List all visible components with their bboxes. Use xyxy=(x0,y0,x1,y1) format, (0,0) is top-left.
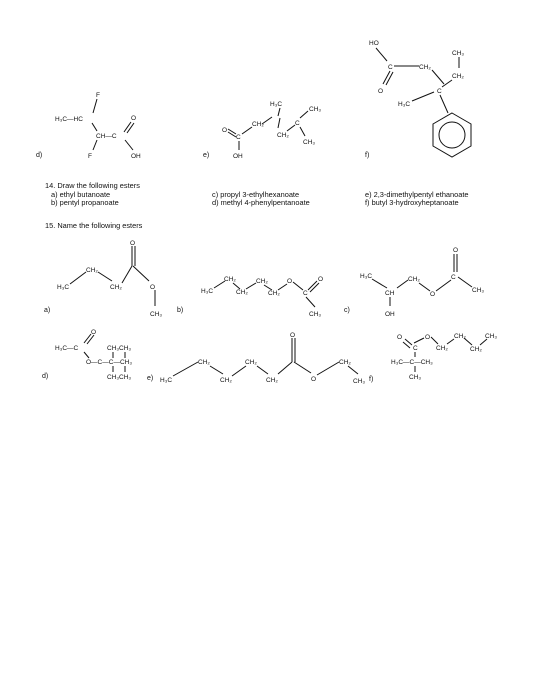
structure-15f xyxy=(391,333,497,381)
atom-label: CH₃ xyxy=(409,374,422,381)
atom-label: CH₂ xyxy=(224,276,236,283)
atom-label: C xyxy=(236,134,241,141)
atom-label: CH₂ xyxy=(110,284,122,291)
atom-label: O xyxy=(378,88,384,95)
question-14-title: 14. Draw the following esters xyxy=(45,181,140,190)
atom-label: OH xyxy=(385,311,395,318)
atom-label: C xyxy=(388,64,393,71)
label-15d: d) xyxy=(42,373,49,380)
structure-15a xyxy=(57,240,162,318)
atom-label: CH₃ xyxy=(353,378,366,385)
atom-label: CH₂ xyxy=(470,346,482,353)
structure-15b xyxy=(201,276,323,318)
atom-label: C xyxy=(303,290,308,297)
atom-label: CH₂ xyxy=(419,64,431,71)
atom-label: O xyxy=(290,332,296,339)
atom-label: CH₂ xyxy=(86,267,98,274)
atom-label: C xyxy=(437,88,442,95)
atom-label: H₃C xyxy=(57,284,70,291)
atom-label: O xyxy=(150,284,156,291)
atom-label: CH₂ xyxy=(198,359,210,366)
atom-label: O xyxy=(287,278,293,285)
atom-label: CH₃ xyxy=(150,311,163,318)
q14-item-f: f) butyl 3-hydroxyheptanoate xyxy=(365,198,459,207)
atom-label: CH₂ xyxy=(245,359,257,366)
label-15b: b) xyxy=(177,307,184,314)
atom-label: HO xyxy=(369,40,379,47)
atom-label: O xyxy=(91,329,97,336)
atom-label: CH₃CH₃ xyxy=(107,374,132,381)
atom-label: CH₃ xyxy=(485,333,498,340)
atom-label: CH₂ xyxy=(266,377,278,384)
label-15f: f) xyxy=(369,376,374,383)
atom-label: C xyxy=(295,120,300,127)
atom-label: F xyxy=(88,153,92,160)
q14-item-a: a) ethyl butanoate xyxy=(51,190,111,199)
label-15a: a) xyxy=(44,307,51,314)
atom-label: O xyxy=(430,291,436,298)
q14-item-d: d) methyl 4-phenylpentanoate xyxy=(212,198,310,207)
atom-label: O xyxy=(453,247,459,254)
atom-label: H₃C—C—CH₃ xyxy=(391,359,433,366)
question-15-title: 15. Name the following esters xyxy=(45,221,143,230)
atom-label: CH₂ xyxy=(268,290,280,297)
atom-label: CH₂ xyxy=(277,132,289,139)
atom-label: CH₂ xyxy=(236,289,248,296)
atom-label: CH₂ xyxy=(452,73,464,80)
atom-label: O xyxy=(222,127,228,134)
atom-label: O xyxy=(425,334,431,341)
atom-label: CH₂ xyxy=(339,359,351,366)
atom-label: H₃C xyxy=(398,101,411,108)
atom-label: O xyxy=(397,334,403,341)
atom-label: CH₂ xyxy=(256,278,268,285)
atom-label: OH xyxy=(233,153,243,160)
q14-item-c: c) propyl 3-ethylhexanoate xyxy=(212,190,300,199)
atom-label: H₃C xyxy=(270,101,283,108)
atom-label: O—C—C—CH₃ xyxy=(86,359,132,366)
structure-top-e xyxy=(222,101,321,160)
label-15c: c) xyxy=(344,307,350,314)
structure-15d xyxy=(55,329,132,381)
atom-label: CH₃ xyxy=(303,139,316,146)
atom-label: H₃C xyxy=(201,288,214,295)
atom-label: CH₃ xyxy=(309,311,322,318)
atom-label: CH₂ xyxy=(408,276,420,283)
atom-label: CH₃ xyxy=(472,287,485,294)
atom-label: CH—C xyxy=(96,133,117,140)
atom-label: C xyxy=(413,345,418,352)
q14-item-b: b) pentyl propanoate xyxy=(51,198,119,207)
label-top-e: e) xyxy=(203,152,210,159)
atom-label: H₃C—HC xyxy=(55,116,83,123)
label-top-f: f) xyxy=(365,152,370,159)
atom-label: H₃C—C xyxy=(55,345,79,352)
structure-top-f xyxy=(369,40,471,157)
atom-label: CH xyxy=(385,290,395,297)
structure-top-d xyxy=(55,92,141,160)
q14-item-e: e) 2,3-dimethylpentyl ethanoate xyxy=(365,190,469,199)
atom-label: CH₂ xyxy=(220,377,232,384)
label-15e: e) xyxy=(147,375,154,382)
atom-label: CH₃CH₃ xyxy=(107,345,132,352)
atom-label: H₃C xyxy=(160,377,173,384)
structure-15c xyxy=(360,247,484,318)
atom-label: CH₂ xyxy=(454,333,466,340)
atom-label: CH₃ xyxy=(309,106,322,113)
atom-label: OH xyxy=(131,153,141,160)
label-top-d: d) xyxy=(36,152,43,159)
atom-label: H₃C xyxy=(360,273,373,280)
atom-label: O xyxy=(311,376,317,383)
atom-label: O xyxy=(131,115,137,122)
atom-label: CH₃ xyxy=(452,50,465,57)
atom-label: C xyxy=(451,274,456,281)
atom-label: O xyxy=(130,240,136,247)
atom-label: O xyxy=(318,276,324,283)
atom-label: CH₂ xyxy=(436,345,448,352)
structure-15e xyxy=(160,332,365,385)
atom-label: F xyxy=(96,92,100,99)
atom-label: CH₂ xyxy=(252,121,264,128)
